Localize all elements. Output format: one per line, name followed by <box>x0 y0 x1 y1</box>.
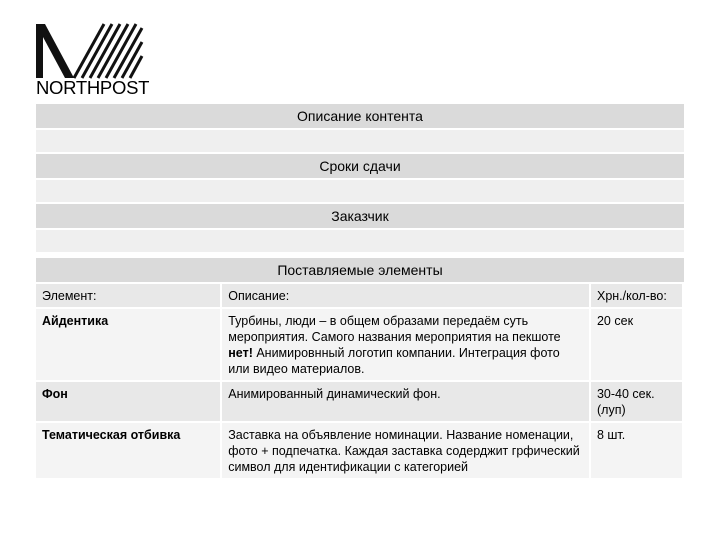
row-description-emphasis: нет! <box>228 346 253 360</box>
header-duration: Хрн./кол-во: <box>590 284 683 308</box>
section-client-body <box>36 230 684 252</box>
row-duration: 30-40 сек. (луп) <box>590 381 683 422</box>
table-row <box>36 422 683 479</box>
section-deadline-header <box>36 154 684 178</box>
deliverables-table <box>36 284 684 480</box>
section-title-deliverables: Поставляемые элементы <box>277 262 443 278</box>
row-element: Тематическая отбивка <box>36 422 221 479</box>
table-row <box>36 381 683 422</box>
row-description-text-tail: Анимировнный логотип компании. Интеграция фото или видео материалов. <box>228 346 560 376</box>
table-row <box>36 308 683 381</box>
row-duration: 20 сек <box>590 308 683 381</box>
row-description <box>221 308 590 381</box>
row-description: Анимированный динамический фон. <box>221 381 590 422</box>
row-element: Айдентика <box>36 308 221 381</box>
section-content-header <box>36 104 684 128</box>
section-title-deadline: Сроки сдачи <box>319 158 401 174</box>
table-header-row <box>36 284 683 308</box>
section-deadline-body <box>36 180 684 202</box>
row-element: Фон <box>36 381 221 422</box>
section-title-content: Описание контента <box>297 108 423 124</box>
header-element: Элемент: <box>36 284 221 308</box>
row-description: Заставка на объявление номинации. Название номенации, фото + подпечатка. Каждая заставка содерджит грфический символ для идентификации с категорией <box>221 422 590 479</box>
section-title-client: Заказчик <box>331 208 389 224</box>
section-content-body <box>36 130 684 152</box>
row-description-text: Турбины, люди – в общем образами передаём суть мероприятия. Самого названия мероприятия на пекшоте <box>228 314 561 344</box>
row-duration: 8 шт. <box>590 422 683 479</box>
logo-wordmark: NORTHPOST <box>36 77 150 98</box>
section-deliverables-header <box>36 258 684 282</box>
header-description: Описание: <box>221 284 590 308</box>
section-client-header <box>36 204 684 228</box>
